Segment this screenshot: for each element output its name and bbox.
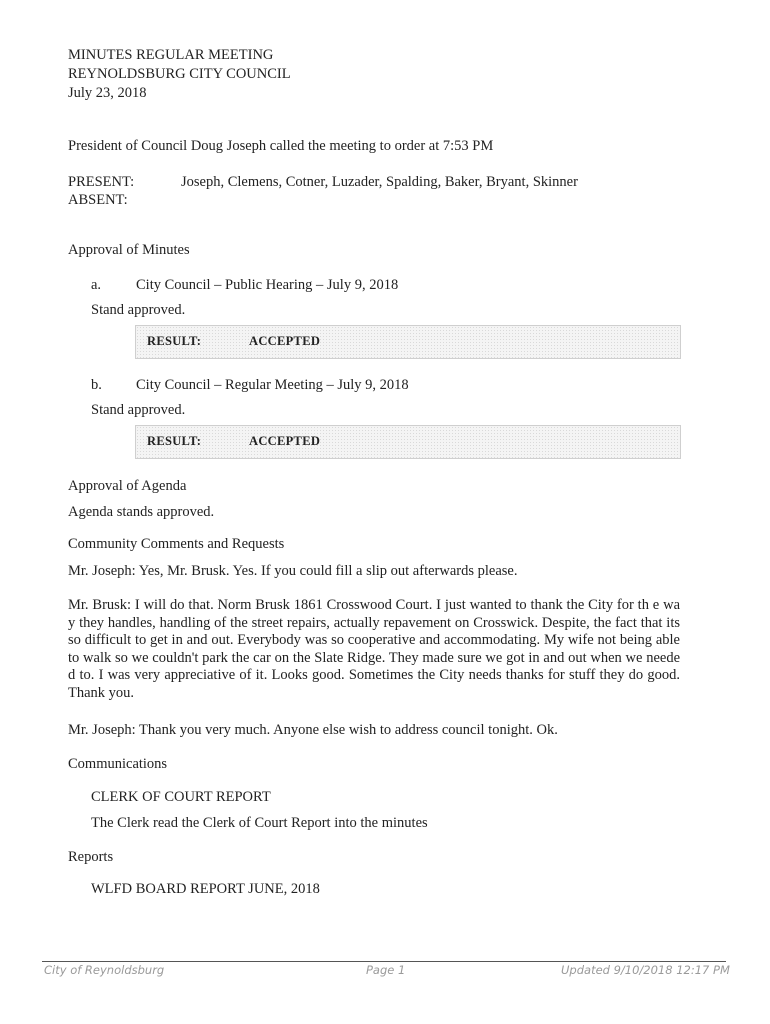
comment-paragraph: Mr. Joseph: Thank you very much. Anyone else wish to address council tonight. Ok. <box>68 722 558 738</box>
report-title: WLFD BOARD REPORT JUNE, 2018 <box>91 881 320 897</box>
result-label: RESULT: <box>147 434 202 448</box>
report-title: CLERK OF COURT REPORT <box>91 789 271 805</box>
result-value: ACCEPTED <box>249 334 321 348</box>
minutes-item-letter: b. <box>91 377 102 393</box>
report-text: The Clerk read the Clerk of Court Report into the minutes <box>91 815 428 831</box>
result-label: RESULT: <box>147 334 202 348</box>
present-names: Joseph, Clemens, Cotner, Luzader, Spalding, Baker, Bryant, Skinner <box>181 174 578 190</box>
section-heading-agenda: Approval of Agenda <box>68 478 187 494</box>
result-box <box>135 325 681 359</box>
agenda-status: Agenda stands approved. <box>68 504 215 520</box>
call-to-order: President of Council Doug Joseph called the meeting to order at 7:53 PM <box>68 138 494 154</box>
minutes-item-letter: a. <box>91 277 102 293</box>
footer-divider <box>42 961 726 962</box>
minutes-item-status: Stand approved. <box>91 402 186 418</box>
absent-label: ABSENT: <box>68 192 128 208</box>
meeting-date: July 23, 2018 <box>68 85 147 101</box>
present-label: PRESENT: <box>68 174 135 190</box>
section-heading-communications: Communications <box>68 756 168 772</box>
minutes-item-status: Stand approved. <box>91 302 186 318</box>
section-heading-minutes: Approval of Minutes <box>68 242 190 258</box>
comment-paragraph: Mr. Brusk: I will do that. Norm Brusk 1861 Crosswood Court. I just wanted to thank the City for th e way they handles, handling of the street repairs, actually repavement on Crosswick. Despite, the fact that its so difficult to get in and out. Everybody was so cooperative and accommodating. My wife not being able to walk so we couldn't park the car on the Slate Ridge. They made sure we got in and out when we needed to. I was very appreciative of it. Looks good. Sometimes the City needs thanks for stuff they do good. Thank you. <box>68 597 680 701</box>
document-title: MINUTES REGULAR MEETING <box>68 47 274 63</box>
section-heading-reports: Reports <box>68 849 114 865</box>
council-name: REYNOLDSBURG CITY COUNCIL <box>68 66 291 82</box>
result-value: ACCEPTED <box>249 434 321 448</box>
comment-paragraph: Mr. Joseph: Yes, Mr. Brusk. Yes. If you could fill a slip out afterwards please. <box>68 563 518 579</box>
section-heading-community: Community Comments and Requests <box>68 536 285 552</box>
minutes-item-title: City Council – Public Hearing – July 9, 2018 <box>136 277 399 293</box>
footer-updated: Updated 9/10/2018 12:17 PM <box>561 963 730 977</box>
result-box <box>135 425 681 459</box>
footer-city: City of Reynoldsburg <box>44 963 165 977</box>
minutes-item-title: City Council – Regular Meeting – July 9, 2018 <box>136 377 409 393</box>
footer-page-number: Page 1 <box>366 963 406 977</box>
